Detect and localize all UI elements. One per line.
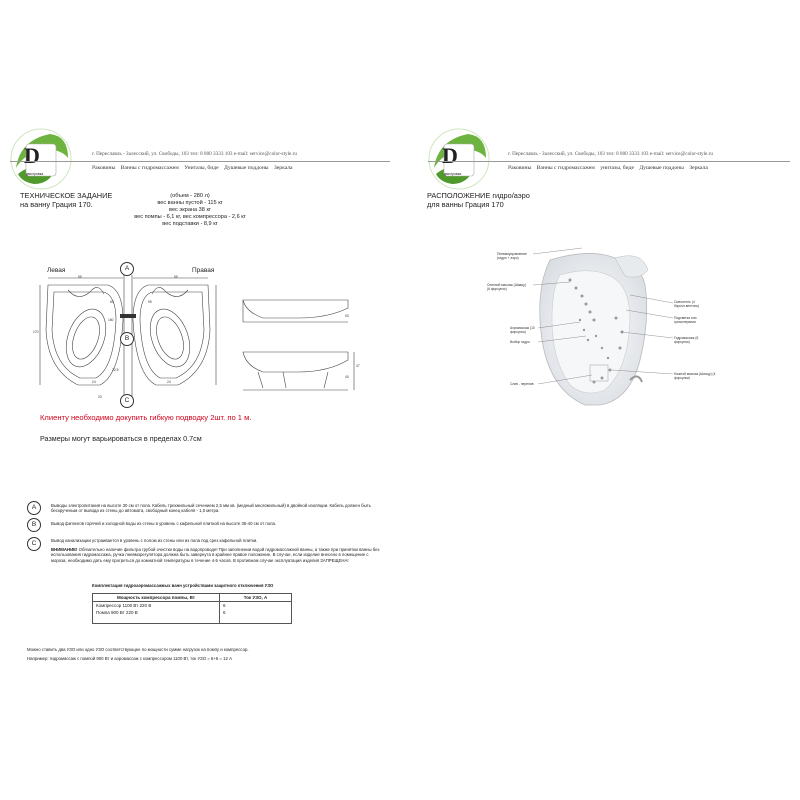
nav-item[interactable]: Раковины [508,165,532,171]
dim-label: 40 [345,375,349,379]
table-cell: 6 [220,602,292,610]
table-header: Ток УЗО, А [220,594,292,602]
logo-letter-right: D [442,143,458,168]
label-hydromassage: Гидромассаж (6 форсунок) [674,336,699,344]
label-left-bath: Левая [47,267,66,274]
layout-title-line1: РАСПОЛОЖЕНИЕ гидро/аэро [427,191,530,200]
spec-item: (объем - 280 л) [170,193,210,199]
nav-item[interactable]: Душевые поддоны [639,165,684,171]
nav-item[interactable]: Зеркала [689,165,708,171]
spec-item: вес помпы - 6,1 кг, вес компрессора - 2,6 кг [134,214,246,220]
dim-label: 170 [33,330,39,334]
nav-item[interactable]: Раковины [92,165,116,171]
dim-label: 55 [78,275,82,279]
header-nav-left [92,165,297,171]
logo-subtitle-left: дмитровка [26,172,44,176]
layout-title-line2: для ванны Грация 170 [427,199,504,209]
warning-text: Обязательно наличие фильтра грубой очистки воды на водопроводе! При заполнении водой гидромассажной ванны, а также при принятии ванны без использования гидромассажа, ручка пневморегулятора должна быть завернута в крайнее правое положение. В случае, если изделие внесено в помещение с мороза, необходимо дать ему прогреться до комнатной температуры в течение 4-5 часов. В противном случае эксплуатация изделия ЗАПРЕЩЕНА! [51,547,380,563]
table-cell: Компрессор 1100 Вт 220 В [93,602,220,610]
dim-label: 20 [98,395,102,399]
logo-right [428,128,490,190]
logo-left [10,128,72,190]
nav-item[interactable]: Зеркала [273,165,293,171]
table-cell: Помпа 900 Вт 220 В [93,609,220,624]
spec-item: вес подставки - 8,9 кг [162,221,218,227]
nav-item[interactable]: Ванны с гидромассажем [536,165,595,171]
spec-item: вес ванны пустой - 115 кг [157,200,223,206]
spec-title-line2: на ванну Грация 170. [20,199,93,209]
bullet-marker-b: B [27,518,41,532]
dim-label: 160 [108,318,114,322]
header-nav-right [508,165,712,171]
header-line-left [10,161,390,162]
bullet-marker-a: A [27,501,41,515]
warning-block [51,547,381,563]
warning-heading: ВНИМАНИЕ! [51,547,78,552]
table-header: Мощность компрессора помпы, Вт [93,594,220,602]
callout-lines [530,240,675,410]
footer-line2: Например: гидромассаж с помпой 900 Вт и аэромассаж с компрессором 1100 Вт, ток УЗО = 6+6 = 12 А [27,656,232,661]
label-drain: Слив - перелив [510,382,534,386]
dim-label: 53 [345,314,349,318]
nav-item[interactable]: унитазы, биде [600,165,634,171]
dim-label: 24 [167,380,171,384]
spec-title-line1: ТЕХНИЧЕСКОЕ ЗАДАНИЕ [20,191,113,200]
header-address-left: г. Переславль - Залесский, ул. Свободы, 103 тел: 8 800 3333 103 e-mail: service@color-style.ru [92,151,297,157]
bullet-marker-c: C [27,537,41,551]
circle-marker-c: C [120,394,134,408]
nav-item[interactable]: Ванны с гидромассажем [120,165,179,171]
logo-letter-left: D [24,143,40,168]
dim-label: 22,5 [112,368,119,372]
dim-label: 24 [92,380,96,384]
size-note: Размеры могут варьироваться в пределах 0.7см [40,434,202,443]
logo-subtitle-right: дмитровка [444,172,462,176]
label-select-hydro: Выбор гидро [510,340,530,344]
bullet-a-text: Выводы электропитания на высоте 30 см от пола. Кабель трехжильный сечением 2,5 мм кв. (медный многожильный) в двойной изоляции. Кабель должен быть бескрученым от вывода из стены до автомата, свободный конец кабеля - 1,0 метра. [51,503,371,514]
header-line-right [428,161,790,162]
layout-title [427,192,530,209]
spec-title [20,192,112,209]
label-pneumo: Пневмоуправление (гидро + аэро) [497,252,527,260]
circle-marker-a: A [120,262,134,276]
technical-drawing [28,260,368,410]
uzo-table [92,593,292,624]
label-foot-massage: Ножной массаж (Шиацу) (4 форсунки) [674,372,716,380]
circle-marker-b: B [120,332,134,346]
table-title: Комплектация гидроаэромассажных ванн устройствами защитного отключения УЗО [92,583,274,588]
nav-item[interactable]: Душевые поддоны [224,165,269,171]
header-address-right: г. Переславль - Залесский, ул. Свободы, 103 тел: 8 800 3333 103 e-mail: service@color-style.ru [508,151,713,157]
spec-item: вес экрана 38 кг [169,207,211,213]
dim-label: 95 [148,300,152,304]
dim-label: 80 [110,300,114,304]
nav-item[interactable]: Унитазы, биде [184,165,219,171]
bullet-c-text: Вывод канализации устраивается в уровень с полом из стены или из пола под срез кафельной плитки. [51,538,258,543]
spec-list [115,193,265,228]
label-mixer: Смеситель (4 барочн.вентиль) [674,300,700,308]
footer-line1: Можно ставить два УЗО или одно УЗО соответствующее по мощности сумме нагрузок на помпу и компрессор. [27,647,249,652]
label-back-massage: Спинной массаж (Шиацу) (6 форсунок) [487,283,527,291]
label-right-bath: Правая [192,267,215,274]
table-row [93,609,292,624]
bullet-b-text: Вывод фитингов горячей и холодной воды из стены в уровень с кафельной плиткой на высоте 35-40 см от пола. [51,521,277,526]
table-cell: 6 [220,609,292,624]
label-aero: Аэромассаж (10 форсунок) [510,326,535,334]
dim-label: 55 [174,275,178,279]
dim-label: 37 [356,364,360,368]
label-lighting: Подсветка или хромотерапия [674,316,697,324]
red-note: Клиенту необходимо докупить гибкую подводку 2шт. по 1 м. [40,413,252,422]
table-row [93,602,292,610]
